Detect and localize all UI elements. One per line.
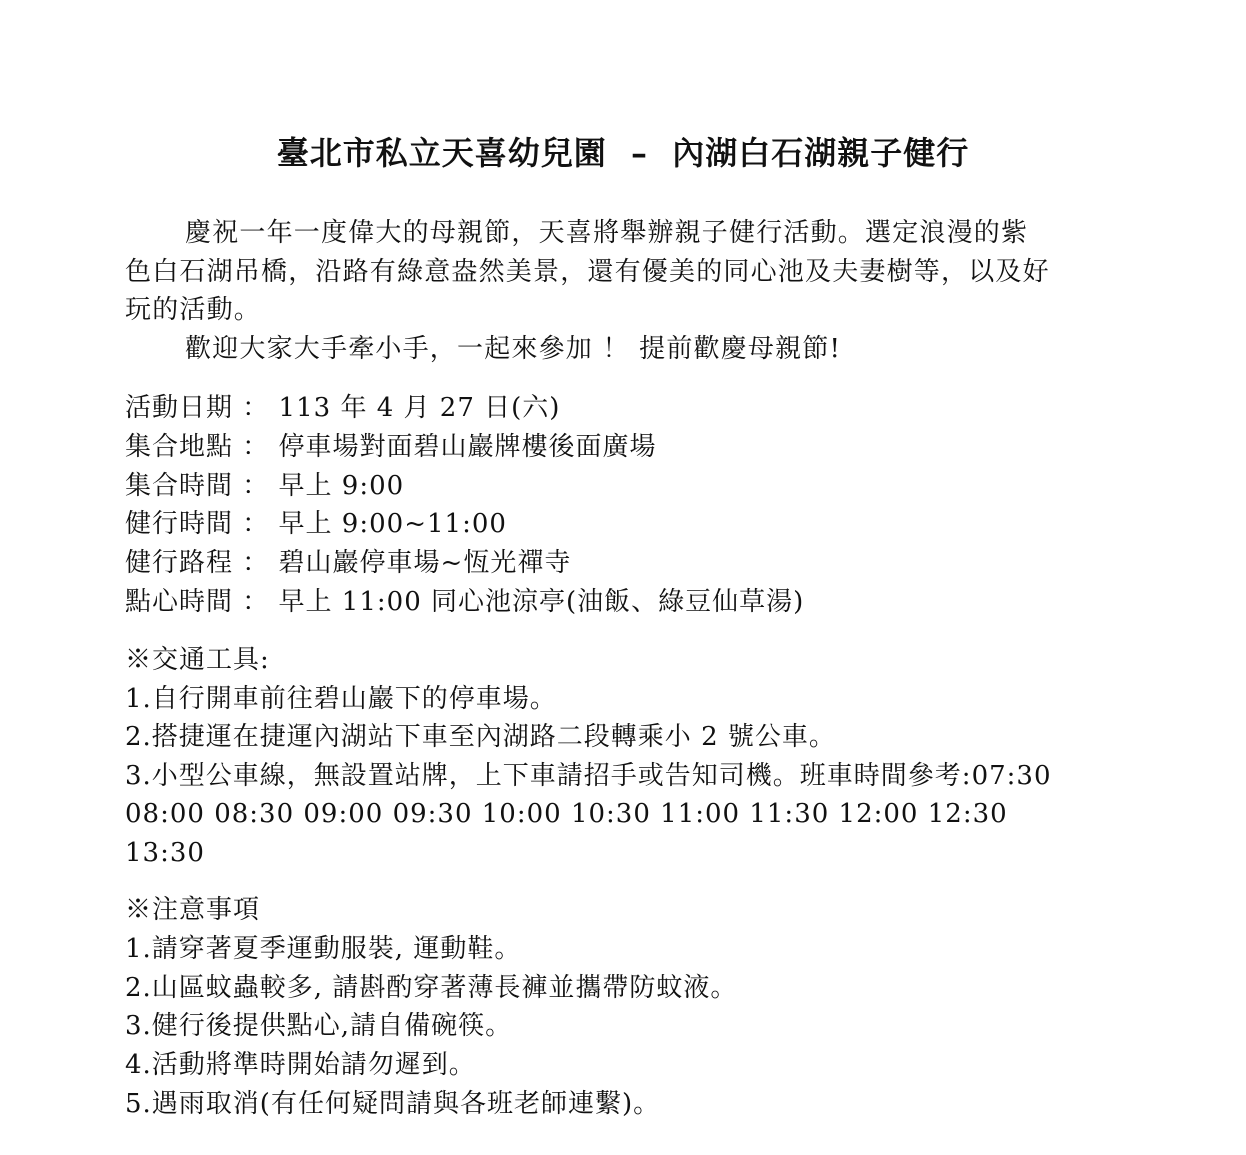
note-item: 3.健行後提供點心,請自備碗筷。 [125,1011,513,1042]
transport-heading: ※交通工具: [125,645,270,675]
detail-value: 早上 11:00 同心池涼亭(油飯、綠豆仙草湯) [278,586,805,617]
detail-separator: ： [233,470,279,501]
note-item: 4.活動將準時開始請勿遲到。 [125,1050,476,1081]
notes-heading: ※注意事項 [125,895,261,925]
detail-value: 碧山巖停車場~恆光禪寺 [278,548,572,579]
intro-paragraph-1: 慶祝一年一度偉大的母親節，天喜將舉辦親子健行活動。選定浪漫的紫色白石湖吊橋，沿路有綠意盎然美景，還有優美的同心池及夫妻樹等，以及好玩的活動。 [125,218,1050,325]
notes-section [125,891,737,1124]
detail-row [125,583,804,622]
detail-row [125,505,804,544]
detail-label: 健行路程 [125,548,234,579]
detail-row [125,428,804,467]
detail-value: 早上 9:00~11:00 [278,509,507,540]
note-item: 1.請穿著夏季運動服裝, 運動鞋。 [125,933,522,964]
intro-section [125,214,1055,368]
transport-item: 1.自行開車前往碧山巖下的停車場。 [125,683,557,714]
detail-value: 停車場對面碧山巖牌樓後面廣場 [278,431,657,462]
detail-value: 早上 9:00 [278,470,405,501]
transport-item: 2.搭捷運在捷運內湖站下車至內湖路二段轉乘小 2 號公車。 [125,722,836,752]
note-item: 2.山區蚊蟲較多, 請斟酌穿著薄長褲並攜帶防蚊液。 [125,972,738,1003]
detail-value: 113 年 4 月 27 日(六) [278,393,561,423]
detail-row [125,467,804,506]
detail-separator: ： [233,509,279,540]
detail-label: 健行時間 [125,509,234,540]
detail-row [125,544,804,583]
detail-separator: ： [233,586,279,617]
event-details [125,389,804,622]
detail-separator: ： [233,431,279,462]
detail-separator: ： [233,548,279,579]
detail-label: 集合地點 [125,431,234,462]
transport-item: 3.小型公車線，無設置站牌，上下車請招手或告知司機。班車時間參考:07:30 08:00 08:30 09:00 09:30 10:00 10:30 11:00 11:30 12:00 12:30 13:30 [125,760,1052,868]
detail-label: 點心時間 [125,586,234,617]
note-item: 5.遇雨取消(有任何疑問請與各班老師連繫)。 [125,1088,661,1119]
intro-paragraph-2: 歡迎大家大手牽小手，一起來參加 ！ 提前歡慶母親節! [185,333,842,364]
transport-section [125,641,1055,872]
detail-label: 集合時間 [125,470,234,501]
detail-label: 活動日期 [125,393,234,423]
detail-separator: ： [233,393,279,423]
page-title: 臺北市私立天喜幼兒園 – 內湖白石湖親子健行 [276,134,970,172]
detail-row [125,389,804,428]
